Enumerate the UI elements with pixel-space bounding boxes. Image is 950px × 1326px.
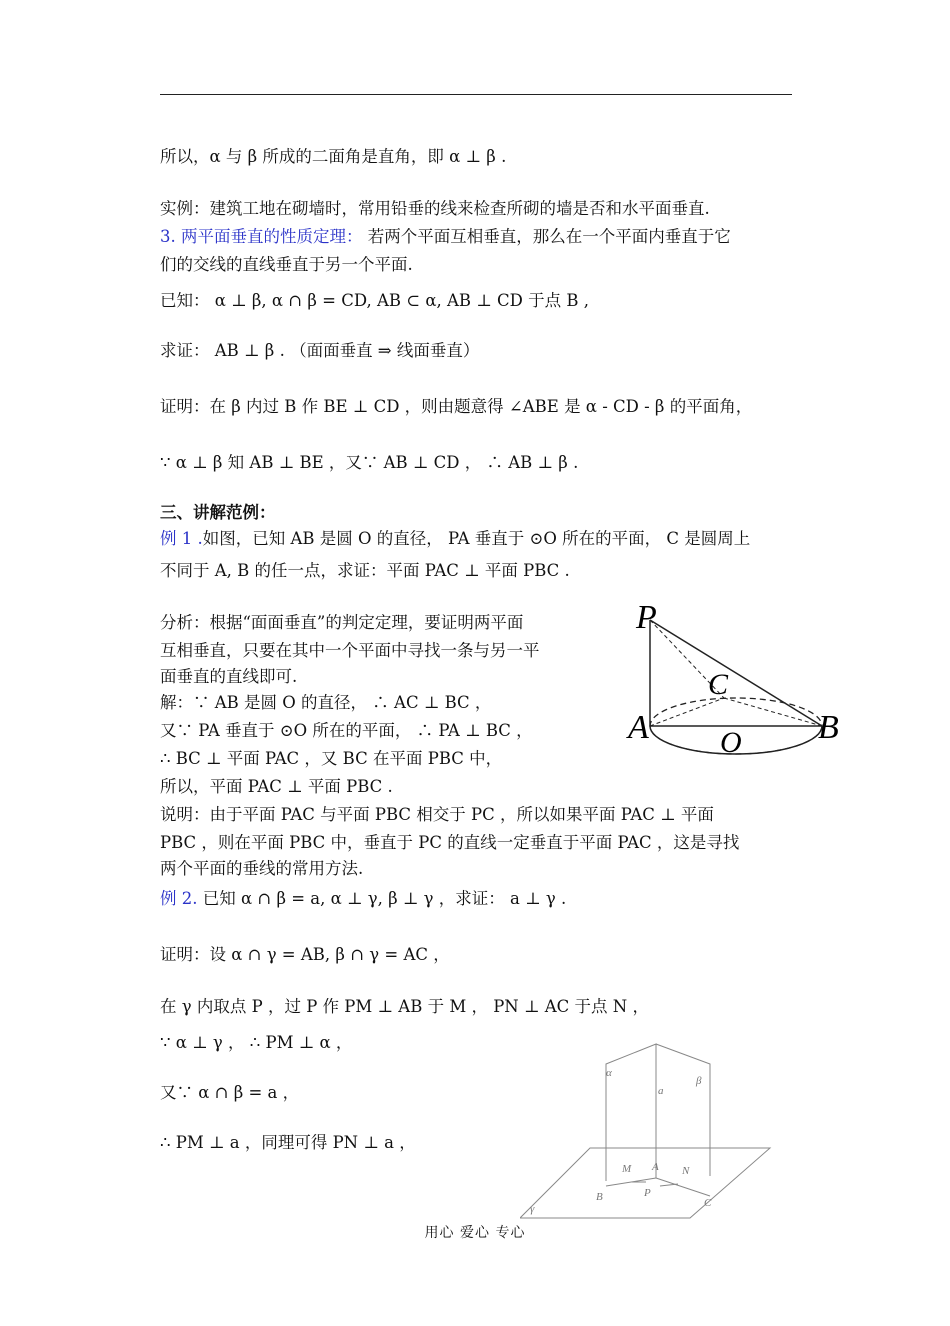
line-remark-1: 说明：由于平面 PAC 与平面 PBC 相交于 PC ，所以如果平面 PAC ⊥ 平面: [160, 805, 714, 824]
section-heading: 三、讲解范例：: [160, 503, 276, 522]
line-AB: [606, 1178, 656, 1186]
segment-BC: [724, 698, 822, 726]
label-alpha: α: [606, 1067, 612, 1079]
line-example2-proof-5: ∴ PM ⊥ a ，同理可得 PN ⊥ a ，: [160, 1133, 416, 1152]
line-theorem-cont: 们的交线的直线垂直于另一个平面.: [160, 255, 413, 274]
line-remark-2: PBC ，则在平面 PBC 中，垂直于 PC 的直线一定垂直于平面 PAC ，这是寻找: [160, 833, 740, 852]
line-given: 已知： α ⊥ β, α ∩ β = CD, AB ⊂ α, AB ⊥ CD 于点 B ,: [160, 291, 589, 310]
label-M: M: [622, 1163, 632, 1175]
line-AC: [656, 1178, 710, 1196]
line-solution-4: 所以，平面 PAC ⊥ 平面 PBC .: [160, 777, 393, 796]
line-example1: [160, 528, 750, 550]
line-solution-2: 又∵ PA 垂直于 ⊙O 所在的平面， ∴ PA ⊥ BC ，: [160, 721, 533, 740]
line-prove: 求证： AB ⊥ β . （面面垂直 ⇒ 线面垂直）: [160, 341, 480, 360]
label-beta: β: [696, 1075, 702, 1087]
label-N: N: [682, 1165, 690, 1177]
segment-PN: [660, 1184, 678, 1186]
line-analysis-1: 分析：根据“面面垂直”的判定定理，要证明两平面: [160, 613, 524, 632]
label-B: B: [596, 1191, 603, 1203]
line-example1-cont: 不同于 A, B 的任一点，求证：平面 PAC ⊥ 平面 PBC .: [160, 561, 570, 580]
line-example2: [160, 888, 566, 910]
line-proof-cont: ∵ α ⊥ β 知 AB ⊥ BE ，又∵ AB ⊥ CD ， ∴ AB ⊥ β .: [160, 453, 579, 472]
example2-text: 已知 α ∩ β = a, α ⊥ γ, β ⊥ γ ，求证： a ⊥ γ .: [197, 889, 567, 908]
label-C: C: [704, 1197, 712, 1209]
line-solution-1: 解：∵ AB 是圆 O 的直径， ∴ AC ⊥ BC ，: [160, 693, 492, 712]
plane-alpha: [606, 1044, 656, 1181]
label-O: O: [720, 726, 742, 759]
label-P: P: [644, 1187, 651, 1199]
plane-gamma: [520, 1148, 770, 1218]
line-example2-proof-2: 在 γ 内取点 P ，过 P 作 PM ⊥ AB 于 M ， PN ⊥ AC 于点 N ，: [160, 997, 649, 1016]
segment-AC: [650, 698, 724, 726]
label-gamma: γ: [530, 1203, 535, 1215]
line-solution-3: ∴ BC ⊥ 平面 PAC ，又 BC 在平面 PBC 中，: [160, 749, 503, 768]
page-footer: 用心 爱心 专心: [424, 1225, 526, 1241]
example1-label: 例 1 .: [160, 529, 203, 548]
example1-text: 如图，已知 AB 是圆 O 的直径， PA 垂直于 ⊙O 所在的平面， C 是圆周上: [202, 529, 751, 548]
line-analysis-2: 互相垂直，只要在其中一个平面中寻找一条与另一平: [160, 641, 540, 660]
label-B: B: [818, 709, 839, 746]
line-example2-proof-1: 证明：设 α ∩ γ = AB, β ∩ γ = AC ，: [160, 945, 450, 964]
example2-label: 例 2.: [160, 889, 198, 908]
line-example2-proof-4: 又∵ α ∩ β = a ，: [160, 1083, 300, 1102]
figure-planes-diagram: [520, 1036, 780, 1226]
line-remark-3: 两个平面的垂线的常用方法.: [160, 859, 364, 878]
plane-beta: [656, 1044, 710, 1176]
label-a: a: [658, 1085, 664, 1097]
theorem-text: 若两个平面互相垂直，那么在一个平面内垂直于它: [362, 227, 731, 246]
label-A: A: [652, 1161, 659, 1173]
line-example2-proof-3: ∵ α ⊥ γ ， ∴ PM ⊥ α ，: [160, 1033, 353, 1052]
line-example-practice: 实例：建筑工地在砌墙时，常用铅垂的线来检查所砌的墙是否和水平面垂直.: [160, 199, 710, 218]
theorem-heading: 3. 两平面垂直的性质定理：: [160, 227, 363, 246]
line-theorem: [160, 226, 731, 248]
line-conclusion: 所以，α 与 β 所成的二面角是直角，即 α ⊥ β .: [160, 147, 507, 166]
label-P: P: [636, 599, 657, 636]
line-proof: 证明：在 β 内过 B 作 BE ⊥ CD ，则由题意得 ∠ABE 是 α - CD - β 的平面角，: [160, 397, 753, 416]
segment-PB: [650, 620, 822, 726]
figure-cone-diagram: [620, 596, 860, 796]
label-A: A: [628, 709, 649, 746]
line-analysis-3: 面垂直的直线即可.: [160, 667, 298, 686]
label-C: C: [708, 668, 729, 701]
header-rule: [160, 94, 792, 95]
